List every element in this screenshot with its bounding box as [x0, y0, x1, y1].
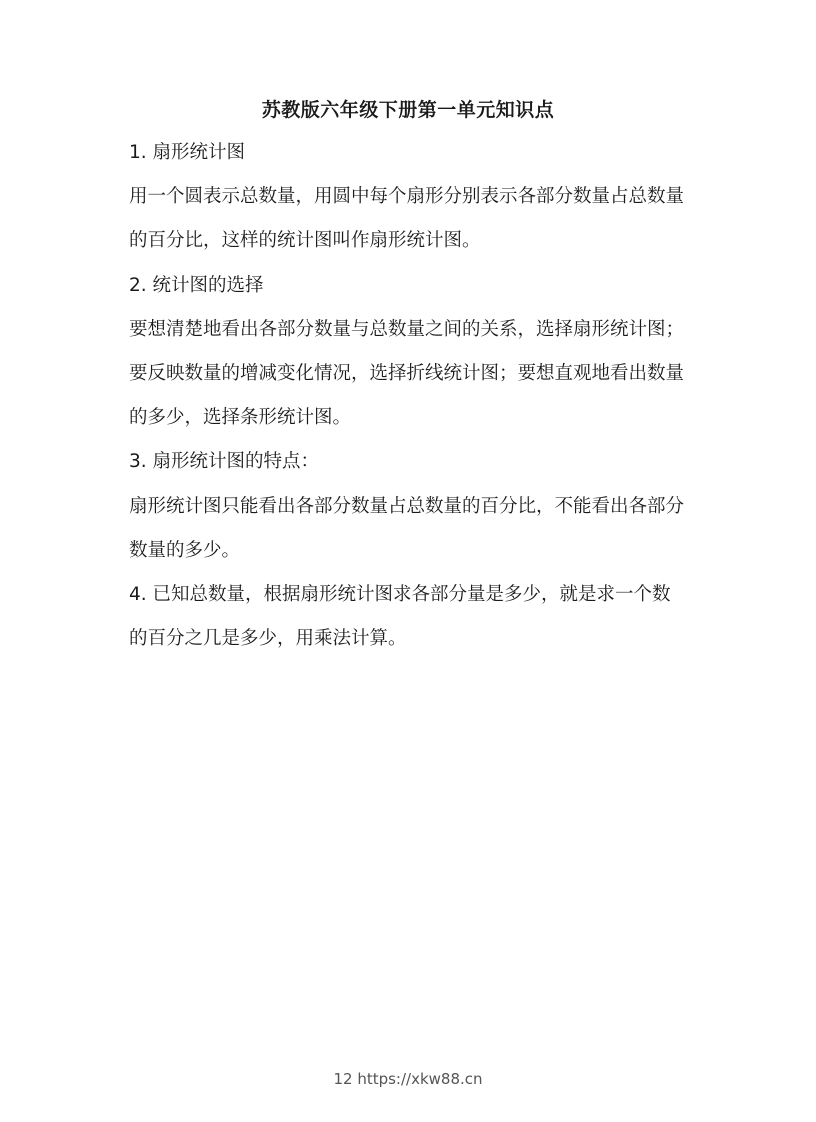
heading-known-total: 4. 已知总数量，根据扇形统计图求各部分量是多少，就是求一个数: [129, 583, 671, 605]
body-line: 的百分比，这样的统计图叫作扇形统计图。: [129, 230, 481, 252]
heading-pie-chart-features: 3. 扇形统计图的特点：: [129, 451, 320, 473]
document-body: [129, 138, 694, 668]
body-line: 数量的多少。: [129, 539, 241, 561]
heading-pie-chart: 1. 扇形统计图: [129, 142, 246, 163]
body-line: 要反映数量的增减变化情况，选择折线统计图；要想直观地看出数量: [129, 362, 685, 384]
body-line: 要想清楚地看出各部分数量与总数量之间的关系，选择扇形统计图；: [129, 318, 685, 340]
heading-chart-selection: 2. 统计图的选择: [129, 274, 264, 296]
document-title: 苏教版六年级下册第一单元知识点: [261, 99, 555, 121]
body-line: 的百分之几是多少，用乘法计算。: [129, 628, 407, 650]
body-line: 扇形统计图只能看出各部分数量占总数量的百分比，不能看出各部分: [129, 495, 685, 517]
body-line: 的多少，选择条形统计图。: [129, 407, 352, 429]
page-footer: 12 https://xkw88.cn: [333, 1070, 483, 1088]
body-line: 用一个圆表示总数量，用圆中每个扇形分别表示各部分数量占总数量: [129, 186, 685, 208]
